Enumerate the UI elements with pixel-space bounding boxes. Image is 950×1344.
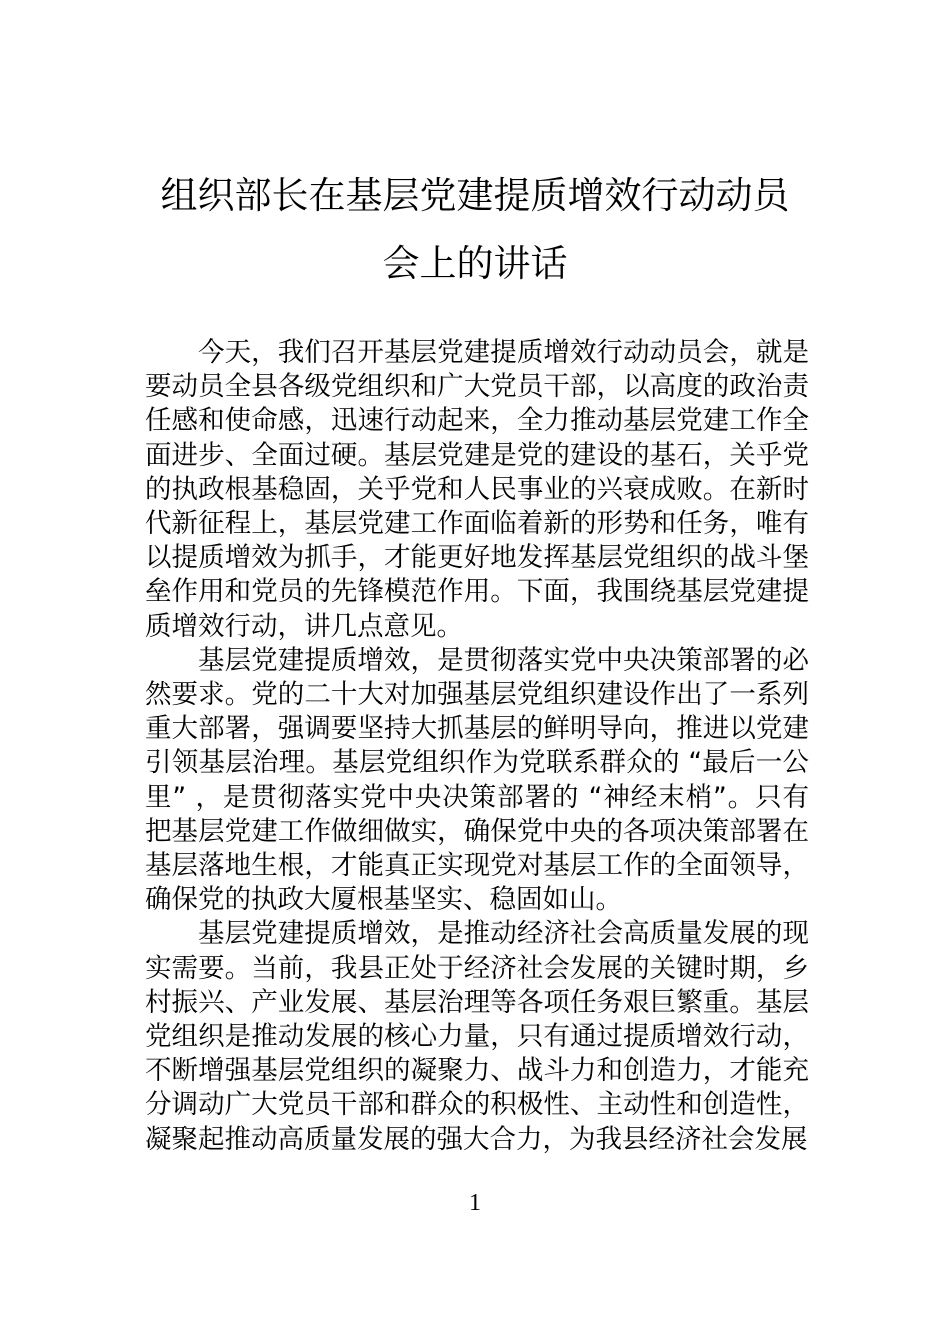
document-body <box>145 336 809 1157</box>
paragraph-1: 今天，我们召开基层党建提质增效行动动员会，就是要动员全县各级党组织和广大党员干部，以高度的政治责任感和使命感，迅速行动起来，全力推动基层党建工作全面进步、全面过硬。基层党建是党的建设的基石，关乎党的执政根基稳固，关乎党和人民事业的兴衰成败。在新时代新征程上，基层党建工作面临着新的形势和任务，唯有以提质增效为抓手，才能更好地发挥基层党组织的战斗堡垒作用和党员的先锋模范作用。下面，我围绕基层党建提质增效行动，讲几点意见。 <box>145 337 809 642</box>
paragraph-3: 基层党建提质增效，是推动经济社会高质量发展的现实需要。当前，我县正处于经济社会发展的关键时期，乡村振兴、产业发展、基层治理等各项任务艰巨繁重。基层党组织是推动发展的核心力量，只有通过提质增效行动，不断增强基层党组织的凝聚力、战斗力和创造力，才能充分调动广大党员干部和群众的积极性、主动性和创造性，凝聚起推动高质量发展的强大合力，为我县经济社会发展 <box>145 918 809 1155</box>
document-title: 组织部长在基层党建提质增效行动动员会上的讲话 <box>160 174 790 285</box>
paragraph-2: 基层党建提质增效，是贯彻落实党中央决策部署的必然要求。党的二十大对加强基层党组织建设作出了一系列重大部署，强调要坚持大抓基层的鲜明导向，推进以党建引领基层治理。基层党组织作为党联系群众的 “最后一公里” ，是贯彻落实党中央决策部署的 “神经末梢”。只有把基层党建工作做细做实，确保党中央的各项决策部署在基层落地生根，才能真正实现党对基层工作的全面领导，确保党的执政大厦根基坚实、稳固如山。 <box>145 644 809 916</box>
page-number: 1 <box>469 1190 481 1216</box>
